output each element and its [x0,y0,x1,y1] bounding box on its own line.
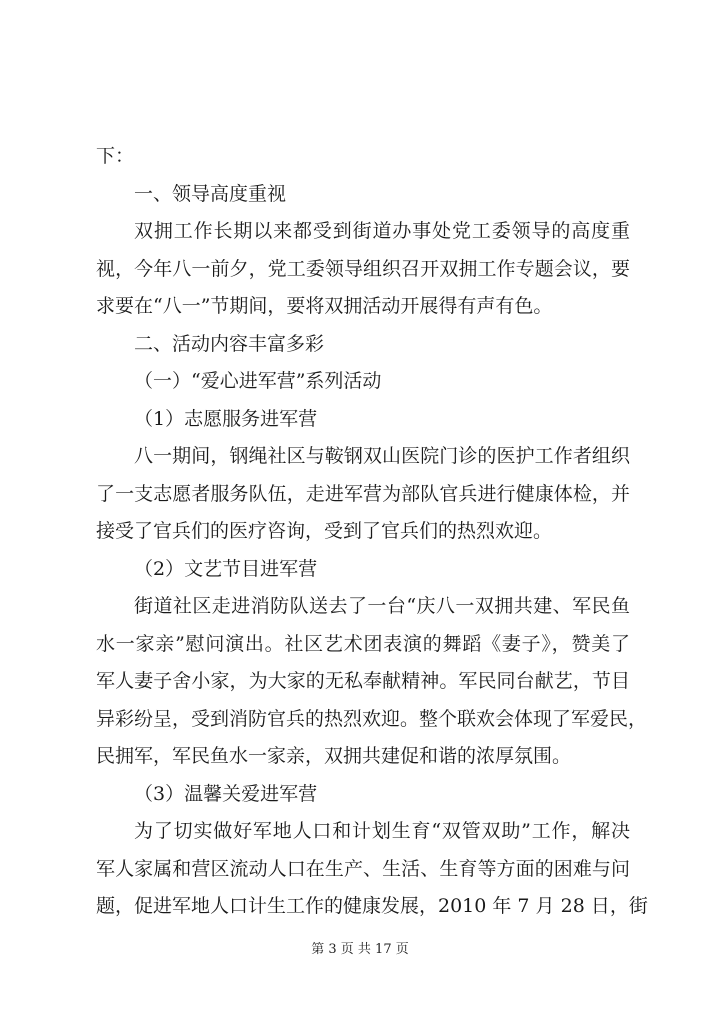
text-line: 水一家亲”慰问演出。社区艺术团表演的舞蹈《妻子》，赞美了 [96,632,630,655]
text-line: （3）温馨关爱进军营 [134,782,318,805]
text-line: 街道社区走进消防队送去了一台“庆八一双拥共建、军民鱼 [134,595,630,617]
text-line: 军人家属和营区流动人口在生产、生活、生育等方面的困难与问 [96,857,630,880]
text-line: 视，今年八一前夕，党工委领导组织召开双拥工作专题会议，要 [96,257,630,280]
text-line: 二、活动内容丰富多彩 [134,332,325,355]
document-body [96,138,648,926]
text-line: 下： [96,145,135,167]
page-footer: 第 3 页 共 17 页 [311,942,409,957]
text-line: 了一支志愿者服务队伍，走进军营为部队官兵进行健康体检，并 [96,482,630,505]
text-line: 求要在“八一”节期间，要将双拥活动开展得有声有色。 [96,295,553,317]
text-line: 接受了官兵们的医疗咨询，受到了官兵们的热烈欢迎。 [96,520,553,542]
text-line: 题，促进军地人口计生工作的健康发展，2010 年 7 月 28 日，街 [96,895,648,917]
text-line: （2）文艺节目进军营 [134,557,318,580]
text-line: 八一期间，钢绳社区与鞍钢双山医院门诊的医护工作者组织 [134,445,630,467]
text-line: 军人妻子舍小家，为大家的无私奉献精神。军民同台献艺，节目 [96,670,630,692]
text-line: 异彩纷呈，受到消防官兵的热烈欢迎。整个联欢会体现了军爱民， [96,707,648,730]
text-line: 民拥军，军民鱼水一家亲，双拥共建促和谐的浓厚氛围。 [96,745,572,767]
text-line: 双拥工作长期以来都受到街道办事处党工委领导的高度重 [134,220,630,242]
text-line: 一、领导高度重视 [134,182,287,205]
text-line: （1）志愿服务进军营 [134,407,318,430]
text-line: 为了切实做好军地人口和计划生育“双管双助”工作，解决 [134,820,630,842]
text-line: （一）“爱心进军营”系列活动 [134,370,382,392]
